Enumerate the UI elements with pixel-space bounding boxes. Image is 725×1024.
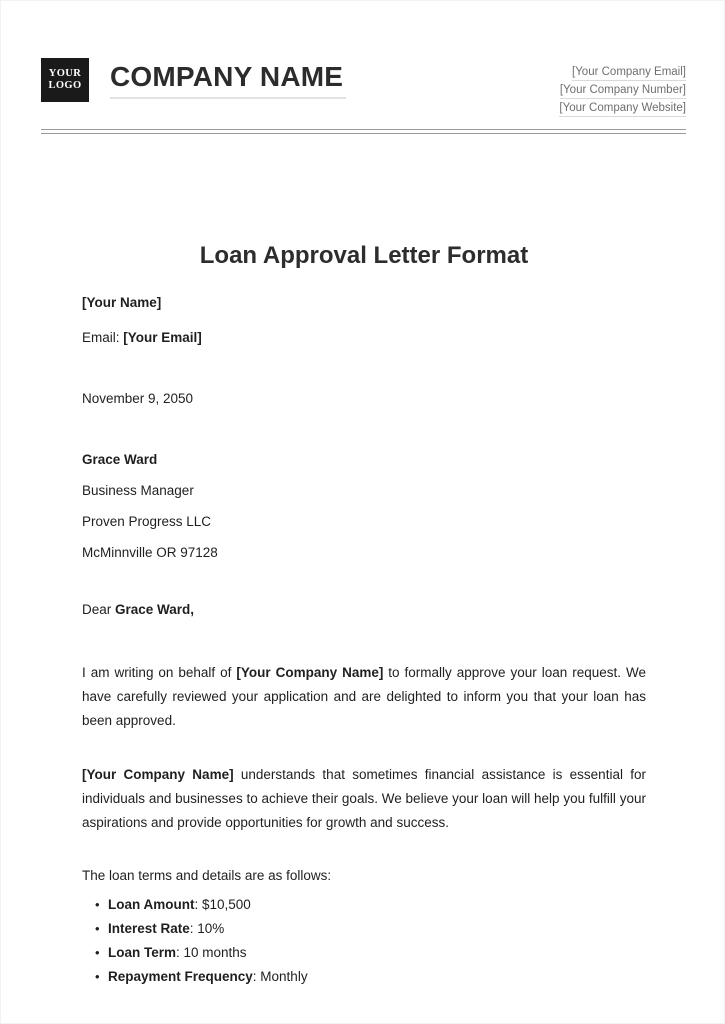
term-label: Loan Term xyxy=(108,945,177,960)
spacer xyxy=(82,424,646,450)
spacer xyxy=(82,574,646,600)
company-name: COMPANY NAME xyxy=(110,61,344,92)
company-name-underline xyxy=(110,97,346,99)
paragraph1-part2: to formally approve your loan request. We have carefully reviewed your application and are delighted to inform you that your loan has been approved. xyxy=(82,665,646,728)
list-item xyxy=(108,941,646,965)
paragraph1-company-placeholder: [Your Company Name] xyxy=(236,665,384,680)
company-number: [Your Company Number] xyxy=(560,82,686,99)
recipient-company: Proven Progress LLC xyxy=(82,514,212,529)
terms-intro: The loan terms and details are as follows: xyxy=(82,868,332,883)
company-name-block xyxy=(110,58,346,99)
recipient-job-title: Business Manager xyxy=(82,483,194,498)
company-website: [Your Company Website] xyxy=(559,100,686,117)
paragraph2-part2: understands that sometimes financial assistance is essential for individuals and businesses to achieve their goals. We believe your loan will help you fulfill your aspirations and provide opportunities for growth and success. xyxy=(82,767,646,830)
header-divider xyxy=(41,129,686,134)
spacer xyxy=(82,363,646,389)
sender-email xyxy=(82,328,646,348)
spacer xyxy=(82,635,646,661)
company-contact-row xyxy=(559,99,686,117)
list-item xyxy=(108,893,646,917)
paragraph1-part1: I am writing on behalf of xyxy=(82,665,237,680)
sender-email-label: Email: xyxy=(82,330,124,345)
list-item xyxy=(108,917,646,941)
term-value: : 10 months xyxy=(176,945,247,960)
logo-line-2: LOGO xyxy=(48,80,82,91)
letter-date: November 9, 2050 xyxy=(82,391,194,406)
sender-name: [Your Name] xyxy=(82,295,162,310)
term-value: : 10% xyxy=(189,921,225,936)
divider-line-top xyxy=(41,129,686,130)
recipient-address: McMinnville OR 97128 xyxy=(82,545,218,560)
loan-terms-list xyxy=(82,893,646,989)
letterhead-brand xyxy=(41,58,346,102)
company-contact-row xyxy=(559,63,686,81)
paragraph-approval xyxy=(82,661,646,733)
letterhead xyxy=(41,58,686,114)
term-label: Loan Amount xyxy=(108,897,195,912)
term-label: Repayment Frequency xyxy=(108,969,253,984)
term-value: : Monthly xyxy=(252,969,308,984)
list-item xyxy=(108,965,646,989)
company-logo xyxy=(41,58,89,102)
company-contact-block xyxy=(559,63,686,117)
salutation-prefix: Dear xyxy=(82,602,116,617)
salutation xyxy=(82,600,646,620)
divider-line-bottom xyxy=(41,133,686,134)
logo-line-1: YOUR xyxy=(48,68,82,79)
paragraph-assistance xyxy=(82,763,646,835)
page-title: Loan Approval Letter Format xyxy=(199,242,529,269)
letter-body xyxy=(82,241,646,989)
term-label: Interest Rate xyxy=(108,921,190,936)
salutation-name: Grace Ward, xyxy=(115,602,195,617)
sender-email-value: [Your Email] xyxy=(123,330,202,345)
company-email: [Your Company Email] xyxy=(572,64,686,81)
recipient-name: Grace Ward xyxy=(82,452,158,467)
term-value: : $10,500 xyxy=(194,897,251,912)
paragraph2-company-placeholder: [Your Company Name] xyxy=(82,767,234,782)
company-contact-row xyxy=(559,81,686,99)
